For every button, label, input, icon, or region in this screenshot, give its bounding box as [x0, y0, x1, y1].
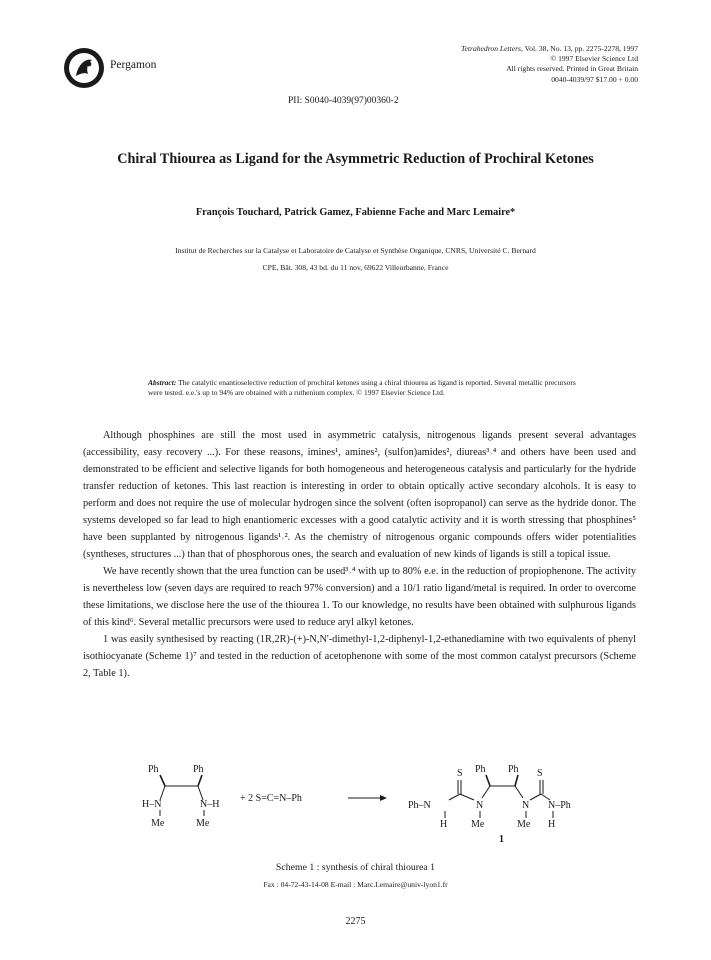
scheme-n-right: N: [522, 800, 530, 811]
pergamon-logo: [62, 46, 106, 90]
scheme-ph-right-1: Ph: [475, 764, 486, 775]
abstract-label: Abstract:: [148, 378, 177, 387]
scheme-n-left: N: [476, 800, 484, 811]
abstract-text: The catalytic enantioselective reduction of prochiral ketones using a chiral thiourea as ligand is reported. Several metallic precursors were tested. e.e.'s up to 94% are obtained with a ruthenium complex. © 1997 Elsevier Science Ltd.: [148, 378, 576, 398]
scheme-h-right: H: [548, 819, 556, 830]
affiliation-line-2: CPE, Bât. 308, 43 bd. du 11 nov, 69622 Villeurbanne, France: [262, 263, 449, 272]
pii-line: PII: S0040-4039(97)00360-2: [288, 96, 399, 106]
scheme-1-reaction: [130, 760, 590, 860]
journal-details: , Vol. 38, No. 13, pp. 2275-2278, 1997: [520, 44, 638, 53]
scheme-compound-number: 1: [499, 834, 504, 845]
scheme-hn-left: H–N: [142, 799, 162, 810]
scheme-s-left: S: [457, 768, 463, 779]
abstract: [148, 378, 578, 399]
issn-price-line: 0040-4039/97 $17.00 + 0.00: [551, 74, 638, 84]
affiliation-line-1: Institut de Recherches sur la Catalyse et Laboratoire de Catalyse et Synthèse Organique, CNRS, Université C. Bernard: [175, 246, 536, 255]
scheme-me-left-1: Me: [151, 818, 165, 829]
paper-title: Chiral Thiourea as Ligand for the Asymmetric Reduction of Prochiral Ketones: [117, 151, 594, 167]
journal-name: Tetrahedron Letters: [461, 44, 521, 53]
scheme-ph-left-2: Ph: [193, 764, 204, 775]
scheme-s-right: S: [537, 768, 543, 779]
scheme-nph: N–Ph: [548, 800, 571, 811]
scheme-ph-left-1: Ph: [148, 764, 159, 775]
contact-line: Fax : 04-72-43-14-08 E-mail : Marc.Lemaire@univ-lyon1.fr: [263, 880, 448, 889]
paragraph-2: We have recently shown that the urea function can be used³˒⁴ with up to 80% e.e. in the reduction of propiophenone. The activity is nevertheless low (seven days are required to reach 97% conversion) and a 10/1 ratio ligand/metal is required. In order to overcome these limitations, we disclose here the use of the thiourea 1. To our knowledge, no results have been obtained with sulphurous ligands of this kind⁶. Several metallic precursors were used to reduce aryl alkyl ketones.: [83, 566, 636, 628]
scheme-ph-right-2: Ph: [508, 764, 519, 775]
body-text: [83, 427, 636, 682]
copyright-line: © 1997 Elsevier Science Ltd: [550, 54, 638, 64]
scheme-h-left: H: [440, 819, 448, 830]
journal-info-block: [461, 44, 638, 85]
scheme-me-right-1: Me: [471, 819, 485, 830]
scheme-me-right-2: Me: [517, 819, 531, 830]
scheme-phn: Ph–N: [408, 800, 431, 811]
page-number: 2275: [345, 916, 366, 927]
rights-line: All rights reserved. Printed in Great Britain: [506, 64, 638, 74]
paragraph-1: Although phosphines are still the most used in asymmetric catalysis, nitrogenous ligands present several advantages (accessibility, easy recovery ...). For these reasons, imines¹, amines², (sulfon)amides², diureas³˒⁴ and others have been used and demonstrated to be efficient and selective ligands for both homogeneous and heterogeneous catalysis and particularly for the hydride transfer reduction of ketones. This last reaction is interesting in order to obtain optically active secondary alcohols. It is easy to perform and does not require the use of molecular hydrogen since the solvent (often isopropanol) can serve as the hydride donor. The systems developed so far lead to high enantiomeric excesses with a good catalytic activity and it is worth stressing that phosphines⁵ have been supplanted by nitrogenous ligands¹˒². As the chemistry of nitrogenous organic compounds offers wider potentialities (syntheses, structures ...) than that of phosphorous ones, the search and evaluation of new kinds of ligands is still a topical issue.: [83, 430, 636, 560]
paragraph-3: 1 was easily synthesised by reacting (1R,2R)-(+)-N,N'-dimethyl-1,2-diphenyl-1,2-ethanediamine with two equivalents of phenyl isothiocyanate (Scheme 1)⁷ and tested in the reduction of acetophenone with some of the most common catalyst precursors (Scheme 2, Table 1).: [83, 634, 636, 679]
publisher-name: Pergamon: [110, 59, 157, 71]
author-list: François Touchard, Patrick Gamez, Fabienne Fache and Marc Lemaire*: [195, 207, 516, 218]
scheme-caption: Scheme 1 : synthesis of chiral thiourea 1: [275, 862, 436, 873]
scheme-me-left-2: Me: [196, 818, 210, 829]
journal-citation: [461, 44, 638, 54]
scheme-nh-right: N–H: [200, 799, 220, 810]
scheme-reagent: + 2 S=C=N–Ph: [240, 793, 302, 804]
